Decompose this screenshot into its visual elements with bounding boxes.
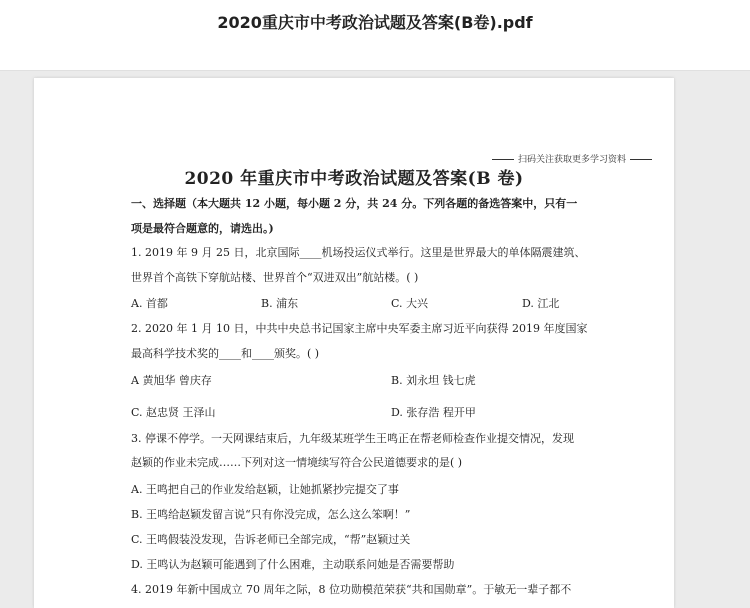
q1-line1: 1. 2019 年 9 月 25 日，北京国际____机场投运仪式举行。这里是世界最大的单体隔震建筑、 [131,246,586,259]
q1-line2: 世界首个高铁下穿航站楼、世界首个“双进双出”航站楼。( ) [131,271,419,284]
q1-option-d: D. 江北 [522,297,560,310]
q2-line2: 最高科学技术奖的____和____颁奖。( ) [131,347,320,360]
section1-instruction-line2: 项是最符合题意的，请选出。) [131,222,274,235]
q3-option-d: D. 王鸣认为赵颖可能遇到了什么困难，主动联系问她是否需要帮助 [131,558,455,571]
side-note-line-left [492,159,514,160]
pdf-page [34,78,674,608]
viewer-toolbar [0,0,750,71]
side-note-line-right [630,159,652,160]
q1-option-a: A. 首都 [131,297,168,310]
side-note-text: 扫码关注获取更多学习资料 [517,155,626,165]
exam-title: 2020 年重庆市中考政治试题及答案(B 卷) [184,169,524,189]
q3-line2: 赵颖的作业未完成……下列对这一情境续写符合公民道德要求的是( ) [131,456,463,469]
q4-line1: 4. 2019 年新中国成立 70 周年之际，8 位功勋模范荣获“共和国勋章”。于敏无一辈子都不 [131,583,572,596]
q3-option-b: B. 王鸣给赵颖发留言说“只有你没完成，怎么这么笨啊！” [131,508,411,521]
q3-option-a: A. 王鸣把自己的作业发给赵颖，让她抓紧抄完提交了事 [131,483,399,496]
q2-option-a: A 黄旭华 曾庆存 [131,374,212,387]
section1-instruction-line1: 一、选择题（本大题共 12 小题，每小题 2 分，共 24 分。下列各题的备选答案中，只有一 [131,197,578,210]
q2-option-c: C. 赵忠贤 王泽山 [131,406,216,419]
document-title: 2020重庆市中考政治试题及答案(B卷).pdf [217,13,533,32]
q2-option-d: D. 张存浩 程开甲 [391,406,476,419]
q3-line1: 3. 停课不停学。一天网课结束后，九年级某班学生王鸣正在帮老师检查作业提交情况，发现 [131,432,574,445]
q1-option-b: B. 浦东 [261,297,299,310]
q2-option-b: B. 刘永坦 钱七虎 [391,374,476,387]
q3-option-c: C. 王鸣假装没发现，告诉老师已全部完成，“帮”赵颖过关 [131,533,411,546]
q1-option-c: C. 大兴 [391,297,429,310]
q2-line1: 2. 2020 年 1 月 10 日，中共中央总书记国家主席中央军委主席习近平向获得 2019 年度国家 [131,322,588,335]
